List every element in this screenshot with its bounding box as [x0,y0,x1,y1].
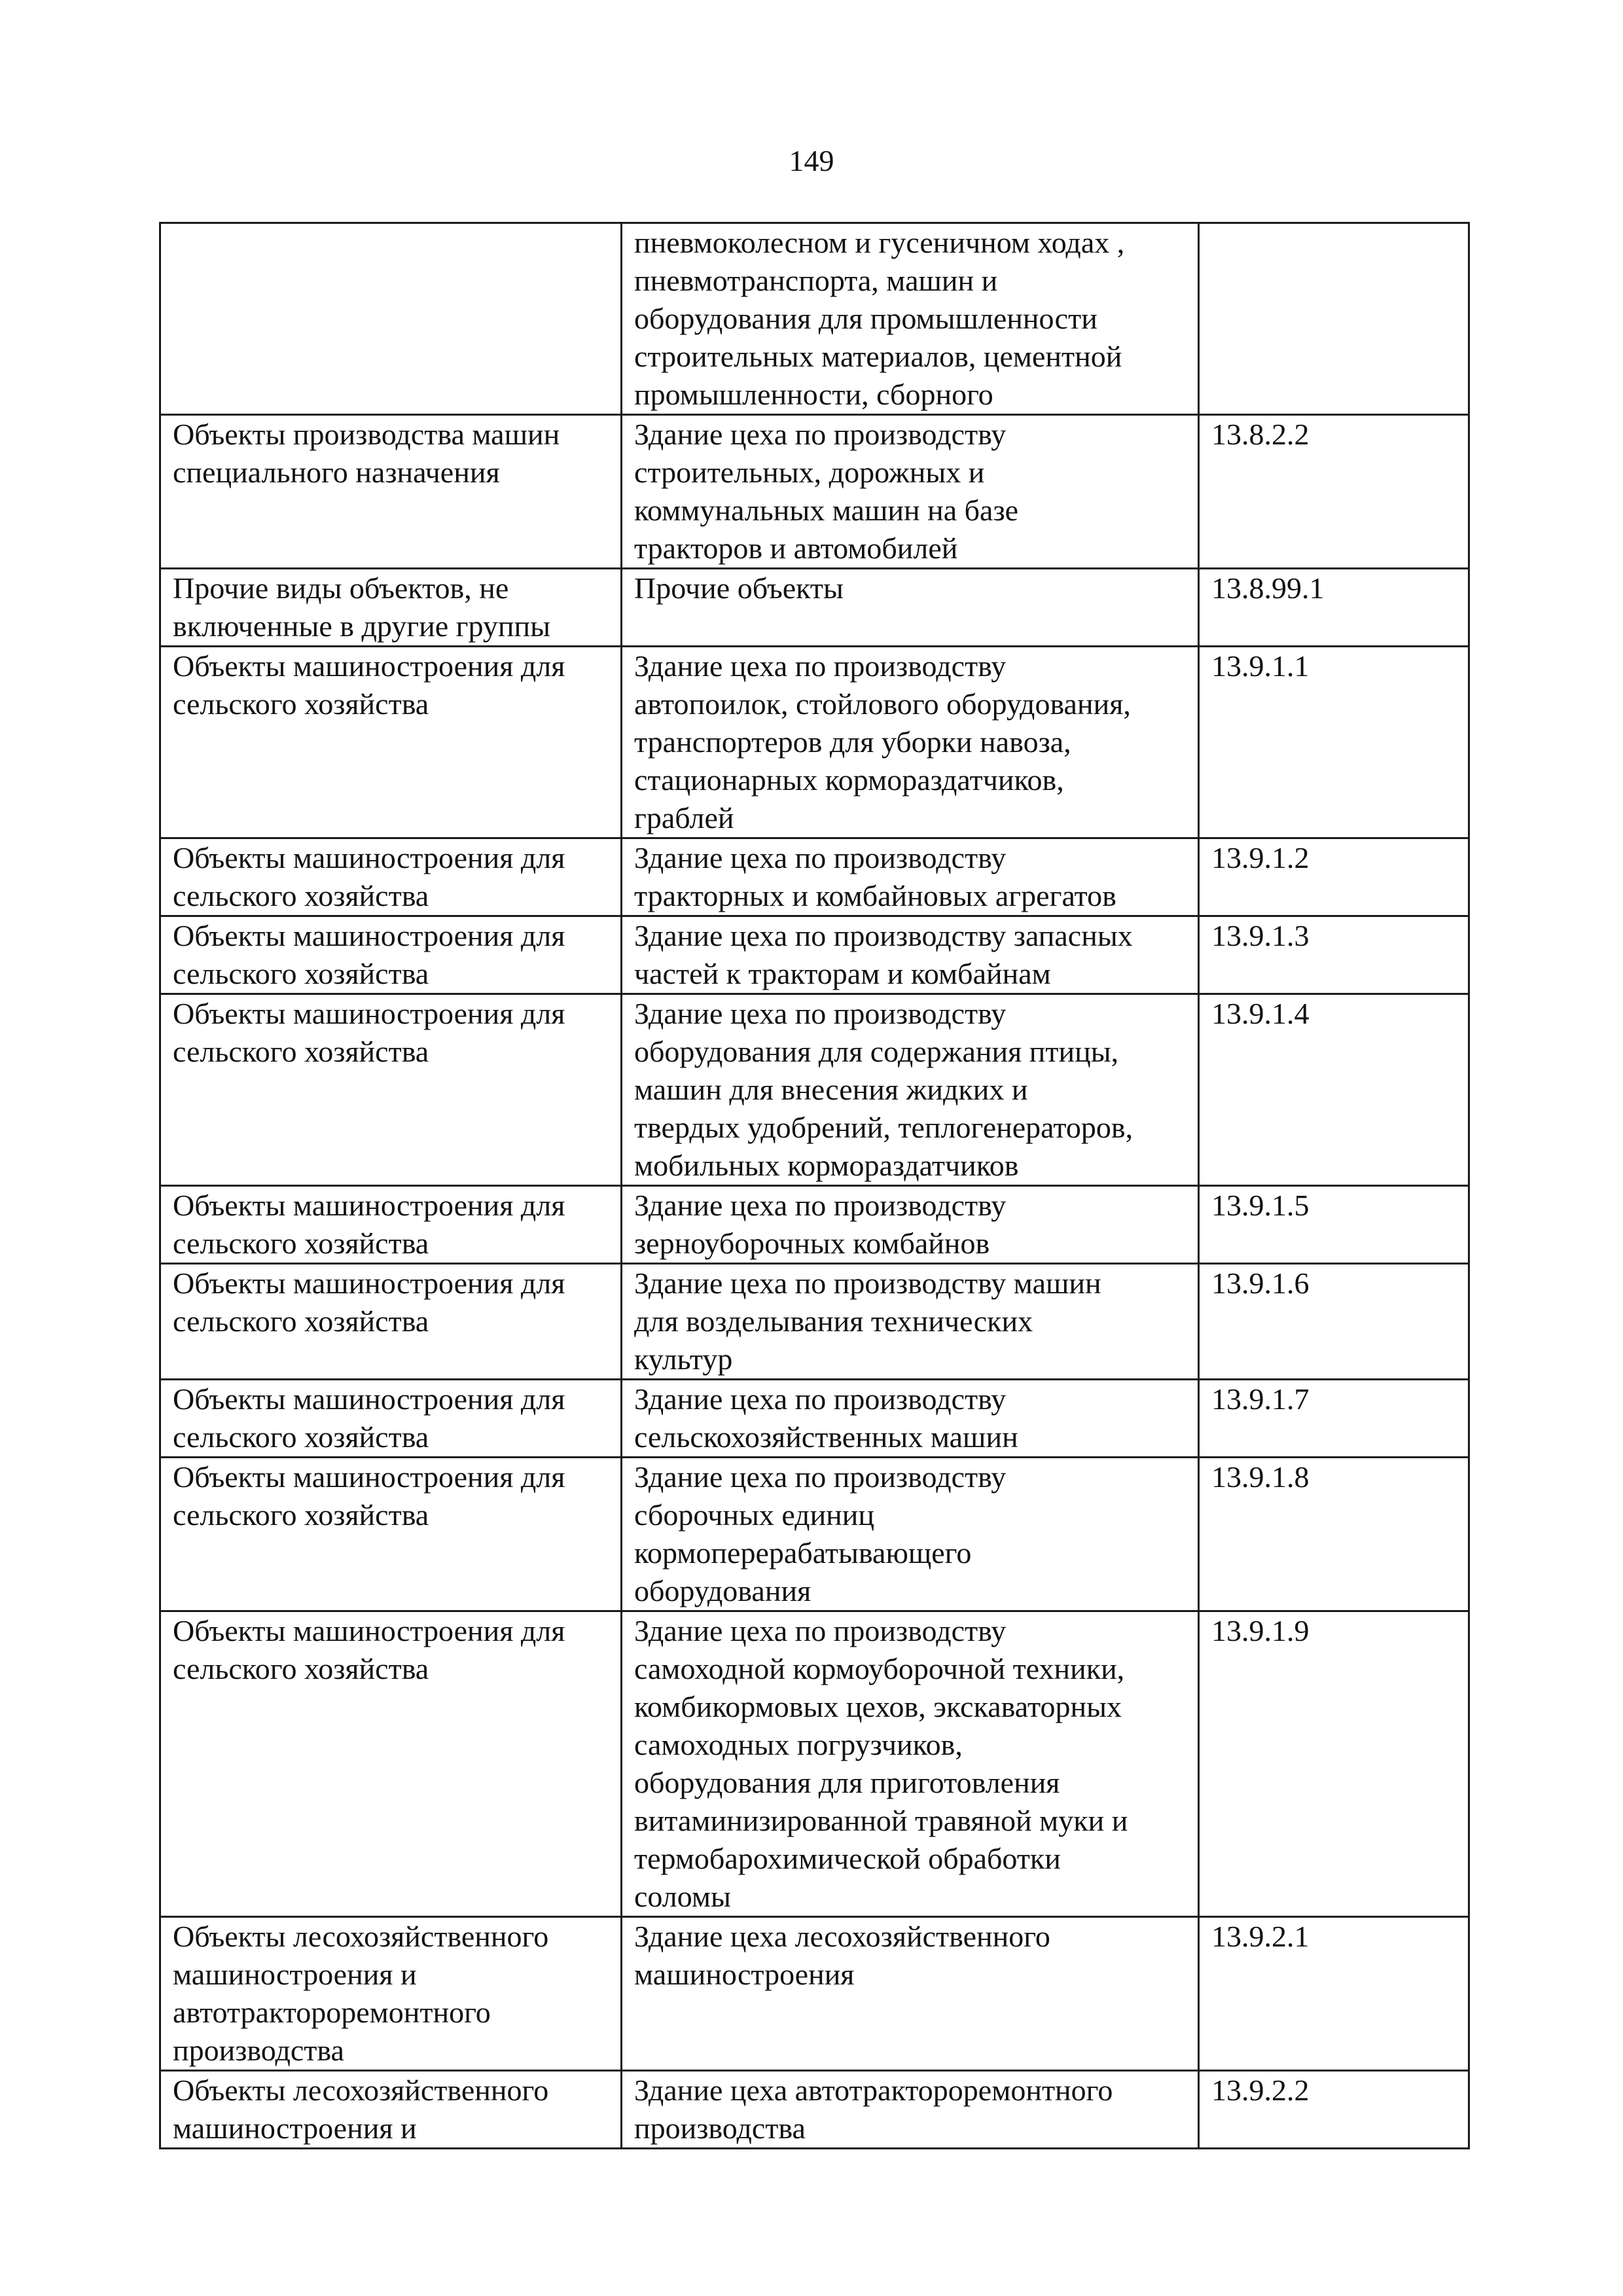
code-cell [1199,916,1469,994]
object-type-line: специального назначения [173,456,500,489]
code-value: 13.8.2.2 [1211,418,1310,451]
object-type-line: Прочие виды объектов, не [173,571,509,605]
code-cell [1199,1264,1469,1380]
object-type-cell [160,415,622,569]
table-row [160,647,1469,838]
table-row [160,223,1469,415]
page-number: 149 [789,144,834,177]
code-cell [1199,838,1469,916]
building-description-line: термобарохимической обработки [634,1842,1061,1875]
building-description-cell [622,1186,1199,1264]
table-row [160,2071,1469,2149]
code-value: 13.9.2.2 [1211,2073,1310,2107]
code-value: 13.9.1.3 [1211,919,1310,952]
building-description-line: пневмотранспорта, машин и [634,264,998,297]
building-description-line: Здание цеха по производству запасных [634,919,1133,952]
object-type-line: сельского хозяйства [173,1498,429,1532]
building-description-line: мобильных кормораздатчиков [634,1149,1019,1182]
object-type-cell [160,647,622,838]
code-value: 13.9.1.8 [1211,1460,1310,1494]
table-row [160,1611,1469,1917]
object-type-cell [160,1186,622,1264]
building-description-line: зерноуборочных комбайнов [634,1227,990,1260]
building-description-line: стационарных кормораздатчиков, [634,763,1064,797]
building-description-line: Здание цеха по производству [634,1189,1007,1222]
object-type-cell [160,1380,622,1458]
object-type-line: Объекты машиностроения для [173,919,565,952]
building-description-line: Здание цеха по производству [634,997,1007,1030]
object-type-line: сельского хозяйства [173,1304,429,1338]
object-type-line: производства [173,2034,344,2067]
building-description-line: производства [634,2111,806,2145]
building-description-cell [622,1264,1199,1380]
building-description-line: сельскохозяйственных машин [634,1420,1018,1454]
object-type-cell [160,1917,622,2071]
object-type-cell [160,916,622,994]
building-description-line: Здание цеха по производству [634,1460,1007,1494]
object-type-cell [160,1264,622,1380]
object-type-line: Объекты машиностроения для [173,1460,565,1494]
building-description-cell [622,1611,1199,1917]
object-type-line: Объекты лесохозяйственного [173,2073,549,2107]
code-value: 13.8.99.1 [1211,571,1325,605]
building-description-line: оборудования для приготовления [634,1766,1060,1799]
building-description-line: Здание цеха по производству [634,1382,1007,1416]
building-description-cell [622,1917,1199,2071]
object-type-line: Объекты машиностроения для [173,997,565,1030]
code-cell [1199,994,1469,1186]
table-row [160,1186,1469,1264]
building-description-line: Здание цеха по производству машин [634,1266,1101,1300]
code-value: 13.9.1.5 [1211,1189,1310,1222]
object-type-line: Объекты машиностроения для [173,841,565,874]
object-type-line: сельского хозяйства [173,1652,429,1685]
building-description-line: автопоилок, стойлового оборудования, [634,687,1131,721]
object-type-line: включенные в другие группы [173,609,551,643]
code-value: 13.9.1.1 [1211,649,1310,683]
classification-table [159,222,1470,2149]
building-description-line: промышленности, сборного [634,378,993,411]
building-description-line: комбикормовых цехов, экскаваторных [634,1690,1122,1723]
object-type-cell [160,2071,622,2149]
table-row [160,1917,1469,2071]
object-type-line: сельского хозяйства [173,1035,429,1068]
object-type-line: Объекты машиностроения для [173,1614,565,1647]
table-row [160,916,1469,994]
building-description-line: кормоперерабатывающего [634,1536,972,1570]
object-type-line: Объекты машиностроения для [173,1189,565,1222]
building-description-line: тракторов и автомобилей [634,531,958,565]
code-value: 13.9.1.7 [1211,1382,1310,1416]
building-description-line: Здание цеха по производству [634,649,1007,683]
building-description-line: тракторных и комбайновых агрегатов [634,879,1116,912]
building-description-line: Здание цеха автотрактороремонтного [634,2073,1113,2107]
object-type-line: автотрактороремонтного [173,1996,491,2029]
building-description-cell [622,1458,1199,1611]
building-description-cell [622,569,1199,647]
code-value: 13.9.1.9 [1211,1614,1310,1647]
building-description-cell [622,994,1199,1186]
building-description-line: сборочных единиц [634,1498,875,1532]
code-cell [1199,1186,1469,1264]
table-body [160,223,1469,2149]
building-description-line: для возделывания технических [634,1304,1033,1338]
object-type-cell [160,223,622,415]
building-description-line: оборудования для промышленности [634,302,1097,335]
building-description-line: коммунальных машин на базе [634,493,1019,527]
object-type-line: машиностроения и [173,1958,417,1991]
building-description-line: строительных материалов, цементной [634,340,1122,373]
code-cell [1199,1380,1469,1458]
building-description-line: пневмоколесном и гусеничном ходах , [634,226,1125,259]
building-description-line: машин для внесения жидких и [634,1073,1028,1106]
table-row [160,1380,1469,1458]
object-type-line: Объекты лесохозяйственного [173,1920,549,1953]
code-value: 13.9.1.6 [1211,1266,1310,1300]
table-row [160,569,1469,647]
building-description-cell [622,1380,1199,1458]
building-description-line: витаминизированной травяной муки и [634,1804,1128,1837]
code-cell [1199,569,1469,647]
building-description-line: частей к тракторам и комбайнам [634,957,1051,990]
object-type-cell [160,994,622,1186]
building-description-line: строительных, дорожных и [634,456,985,489]
building-description-line: самоходных погрузчиков, [634,1728,963,1761]
object-type-cell [160,838,622,916]
building-description-line: Здание цеха лесохозяйственного [634,1920,1050,1953]
code-value: 13.9.1.4 [1211,997,1310,1030]
building-description-cell [622,415,1199,569]
object-type-line: Объекты машиностроения для [173,1382,565,1416]
building-description-line: самоходной кормоуборочной техники, [634,1652,1125,1685]
object-type-line: сельского хозяйства [173,957,429,990]
building-description-line: граблей [634,801,734,834]
building-description-cell [622,838,1199,916]
building-description-line: Здание цеха по производству [634,418,1007,451]
code-cell [1199,223,1469,415]
object-type-cell [160,1458,622,1611]
table-row [160,415,1469,569]
object-type-line: сельского хозяйства [173,1227,429,1260]
building-description-line: культур [634,1342,733,1376]
building-description-line: Здание цеха по производству [634,841,1007,874]
code-cell [1199,415,1469,569]
code-cell [1199,1611,1469,1917]
object-type-cell [160,569,622,647]
building-description-line: твердых удобрений, теплогенераторов, [634,1111,1133,1144]
building-description-line: Здание цеха по производству [634,1614,1007,1647]
building-description-line: оборудования для содержания птицы, [634,1035,1119,1068]
building-description-cell [622,916,1199,994]
code-cell [1199,1458,1469,1611]
table-row [160,1264,1469,1380]
object-type-line: сельского хозяйства [173,879,429,912]
building-description-line: транспортеров для уборки навоза, [634,725,1071,759]
object-type-line: Объекты машиностроения для [173,1266,565,1300]
building-description-line: соломы [634,1880,731,1913]
building-description-line: Прочие объекты [634,571,844,605]
code-cell [1199,1917,1469,2071]
code-cell [1199,2071,1469,2149]
building-description-cell [622,647,1199,838]
code-value: 13.9.2.1 [1211,1920,1310,1953]
object-type-line: Объекты машиностроения для [173,649,565,683]
table-row [160,1458,1469,1611]
object-type-line: машиностроения и [173,2111,417,2145]
building-description-cell [622,223,1199,415]
code-value: 13.9.1.2 [1211,841,1310,874]
table-row [160,994,1469,1186]
object-type-line: сельского хозяйства [173,687,429,721]
object-type-line: Объекты производства машин [173,418,560,451]
building-description-cell [622,2071,1199,2149]
building-description-line: оборудования [634,1574,812,1607]
object-type-line: сельского хозяйства [173,1420,429,1454]
object-type-cell [160,1611,622,1917]
building-description-line: машиностроения [634,1958,855,1991]
code-cell [1199,647,1469,838]
table-row [160,838,1469,916]
